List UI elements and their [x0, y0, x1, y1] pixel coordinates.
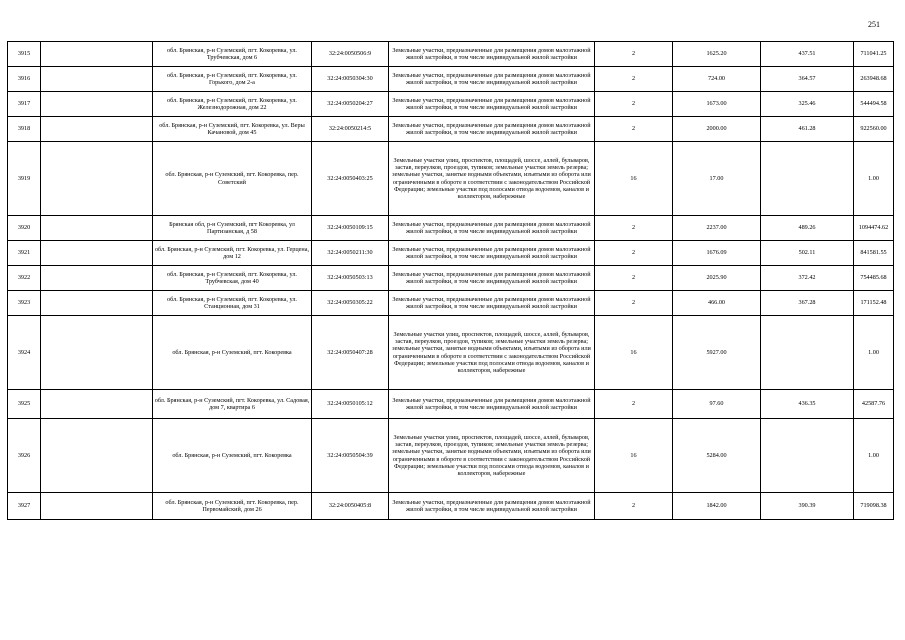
row-number: 3924 — [8, 316, 41, 390]
row-land-use: Земельные участки, предназначенные для размещения домов малоэтажной жилой застройки, в том числе индивидуальной жилой застройки — [389, 216, 595, 241]
table-row — [8, 390, 894, 419]
row-area: 724.00 — [673, 67, 761, 92]
row-cadastral-value: 263948.68 — [854, 67, 894, 92]
table-row — [8, 241, 894, 266]
row-number: 3925 — [8, 390, 41, 419]
row-group: 2 — [595, 291, 673, 316]
row-rate: 461.28 — [761, 117, 854, 142]
row-group: 2 — [595, 67, 673, 92]
table-row — [8, 117, 894, 142]
row-cadastral-value: 719098.38 — [854, 493, 894, 520]
row-number: 3920 — [8, 216, 41, 241]
row-area: 1673.00 — [673, 92, 761, 117]
column-gap — [41, 42, 153, 67]
row-land-use: Земельные участки улиц, проспектов, площадей, шоссе, аллей, бульваров, застав, переулков, проездов, тупиков; земельные участки земель резерва; земельные участки, занятые водными объектами, изъятыми из оборота или ограниченными в обороте в соответствии с законодательством Российской Федерации; земельные участки под полосами отвода водоемов, каналов и коллекторов, набережные — [389, 142, 595, 216]
column-gap — [41, 291, 153, 316]
row-land-use: Земельные участки улиц, проспектов, площадей, шоссе, аллей, бульваров, застав, переулков, проездов, тупиков; земельные участки земель резерва; земельные участки, занятые водными объектами, изъятыми из оборота или ограниченными в обороте в соответствии с законодательством Российской Федерации; земельные участки под полосами отвода водоемов, каналов и коллекторов, набережные — [389, 316, 595, 390]
row-cadastral-value: 1.00 — [854, 316, 894, 390]
row-number: 3915 — [8, 42, 41, 67]
row-address: обл. Брянская, р-н Суземский, пгт. Кокоревка, ул. Садовая, дом 7, квартира 6 — [153, 390, 312, 419]
row-cadastral-number: 32:24:0050109:15 — [312, 216, 389, 241]
row-cadastral-number: 32:24:0050214:5 — [312, 117, 389, 142]
row-cadastral-number: 32:24:0050403:25 — [312, 142, 389, 216]
row-address: обл. Брянская, р-н Суземский, пгт. Кокоревка — [153, 316, 312, 390]
row-cadastral-number: 32:24:0050305:22 — [312, 291, 389, 316]
row-land-use: Земельные участки, предназначенные для размещения домов малоэтажной жилой застройки, в том числе индивидуальной жилой застройки — [389, 266, 595, 291]
row-group: 16 — [595, 419, 673, 493]
row-rate: 364.57 — [761, 67, 854, 92]
column-gap — [41, 493, 153, 520]
column-gap — [41, 142, 153, 216]
row-area: 2000.00 — [673, 117, 761, 142]
row-area: 5927.00 — [673, 316, 761, 390]
row-land-use: Земельные участки, предназначенные для размещения домов малоэтажной жилой застройки, в том числе индивидуальной жилой застройки — [389, 241, 595, 266]
row-land-use: Земельные участки, предназначенные для размещения домов малоэтажной жилой застройки, в том числе индивидуальной жилой застройки — [389, 67, 595, 92]
row-cadastral-value: 922560.00 — [854, 117, 894, 142]
row-cadastral-number: 32:24:0050504:39 — [312, 419, 389, 493]
row-group: 2 — [595, 117, 673, 142]
row-cadastral-number: 32:24:0050211:30 — [312, 241, 389, 266]
row-group: 2 — [595, 92, 673, 117]
row-cadastral-value: 841581.55 — [854, 241, 894, 266]
table-row — [8, 42, 894, 67]
row-land-use: Земельные участки, предназначенные для размещения домов малоэтажной жилой застройки, в том числе индивидуальной жилой застройки — [389, 117, 595, 142]
table-row — [8, 493, 894, 520]
row-group: 2 — [595, 390, 673, 419]
row-cadastral-number: 32:24:0050407:28 — [312, 316, 389, 390]
table-row — [8, 316, 894, 390]
row-land-use: Земельные участки, предназначенные для размещения домов малоэтажной жилой застройки, в том числе индивидуальной жилой застройки — [389, 92, 595, 117]
row-area: 1625.20 — [673, 42, 761, 67]
column-gap — [41, 266, 153, 291]
land-registry-table — [7, 41, 894, 520]
row-rate: 325.46 — [761, 92, 854, 117]
row-address: обл. Брянская, р-н Суземский, пгт. Кокоревка, ул. Веры Качановой, дом 45 — [153, 117, 312, 142]
row-cadastral-value: 711041.25 — [854, 42, 894, 67]
table-row — [8, 92, 894, 117]
row-group: 2 — [595, 216, 673, 241]
table-row — [8, 142, 894, 216]
row-group: 2 — [595, 493, 673, 520]
row-address: обл. Брянская, р-н Суземский, пгт. Кокоревка, пер. Первомайский, дом 26 — [153, 493, 312, 520]
row-group: 2 — [595, 42, 673, 67]
column-gap — [41, 67, 153, 92]
row-number: 3922 — [8, 266, 41, 291]
row-cadastral-number: 32:24:0050105:12 — [312, 390, 389, 419]
table-row — [8, 291, 894, 316]
row-address: обл. Брянская, р-н Суземский, пгт. Кокоревка, пер. Советский — [153, 142, 312, 216]
row-cadastral-number: 32:24:0050304:30 — [312, 67, 389, 92]
row-number: 3917 — [8, 92, 41, 117]
column-gap — [41, 390, 153, 419]
row-group: 16 — [595, 316, 673, 390]
row-area: 1842.00 — [673, 493, 761, 520]
row-address: обл. Брянская, р-н Суземский, пгт. Кокоревка, ул. Трубчевская, дом 6 — [153, 42, 312, 67]
row-rate — [761, 142, 854, 216]
row-cadastral-value: 1094474.62 — [854, 216, 894, 241]
row-rate: 437.51 — [761, 42, 854, 67]
column-gap — [41, 117, 153, 142]
page-number: 251 — [868, 20, 880, 29]
row-number: 3919 — [8, 142, 41, 216]
row-rate: 367.28 — [761, 291, 854, 316]
row-address: Брянская обл, р-н Суземский, пгт Кокоревка, ул Партизанская, д 58 — [153, 216, 312, 241]
row-rate: 502.11 — [761, 241, 854, 266]
row-address: обл. Брянская, р-н Суземский, пгт. Кокоревка, ул. Герцена, дом 12 — [153, 241, 312, 266]
row-cadastral-value: 171152.48 — [854, 291, 894, 316]
table-row — [8, 67, 894, 92]
table-row — [8, 419, 894, 493]
row-number: 3916 — [8, 67, 41, 92]
column-gap — [41, 241, 153, 266]
row-rate: 489.26 — [761, 216, 854, 241]
row-cadastral-value: 42587.76 — [854, 390, 894, 419]
row-rate — [761, 419, 854, 493]
column-gap — [41, 316, 153, 390]
row-number: 3927 — [8, 493, 41, 520]
row-address: обл. Брянская, р-н Суземский, пгт. Кокоревка — [153, 419, 312, 493]
row-rate: 372.42 — [761, 266, 854, 291]
column-gap — [41, 419, 153, 493]
table-row — [8, 266, 894, 291]
row-group: 2 — [595, 266, 673, 291]
row-cadastral-value: 1.00 — [854, 142, 894, 216]
row-area: 466.00 — [673, 291, 761, 316]
row-address: обл. Брянская, р-н Суземский, пгт. Кокоревка, ул. Станционная, дом 31 — [153, 291, 312, 316]
row-cadastral-value: 544494.58 — [854, 92, 894, 117]
row-cadastral-value: 1.00 — [854, 419, 894, 493]
row-land-use: Земельные участки, предназначенные для размещения домов малоэтажной жилой застройки, в том числе индивидуальной жилой застройки — [389, 291, 595, 316]
row-area: 1676.09 — [673, 241, 761, 266]
row-cadastral-value: 754485.68 — [854, 266, 894, 291]
row-address: обл. Брянская, р-н Суземский, пгт. Кокоревка, ул. Железнодорожная, дом 22 — [153, 92, 312, 117]
row-group: 16 — [595, 142, 673, 216]
row-land-use: Земельные участки, предназначенные для размещения домов малоэтажной жилой застройки, в том числе индивидуальной жилой застройки — [389, 42, 595, 67]
row-address: обл. Брянская, р-н Суземский, пгт. Кокоревка, ул. Горького, дом 2-а — [153, 67, 312, 92]
row-area: 5284.00 — [673, 419, 761, 493]
row-land-use: Земельные участки, предназначенные для размещения домов малоэтажной жилой застройки, в том числе индивидуальной жилой застройки — [389, 493, 595, 520]
row-address: обл. Брянская, р-н Суземский, пгт. Кокоревка, ул. Трубчевская, дом 40 — [153, 266, 312, 291]
row-number: 3926 — [8, 419, 41, 493]
column-gap — [41, 216, 153, 241]
row-number: 3918 — [8, 117, 41, 142]
row-cadastral-number: 32:24:0050503:13 — [312, 266, 389, 291]
row-cadastral-number: 32:24:0050405:8 — [312, 493, 389, 520]
row-area: 97.60 — [673, 390, 761, 419]
row-cadastral-number: 32:24:0050506:9 — [312, 42, 389, 67]
row-area: 2237.00 — [673, 216, 761, 241]
row-number: 3921 — [8, 241, 41, 266]
row-rate — [761, 316, 854, 390]
column-gap — [41, 92, 153, 117]
row-rate: 436.35 — [761, 390, 854, 419]
table-row — [8, 216, 894, 241]
row-land-use: Земельные участки, предназначенные для размещения домов малоэтажной жилой застройки, в том числе индивидуальной жилой застройки — [389, 390, 595, 419]
row-rate: 390.39 — [761, 493, 854, 520]
row-group: 2 — [595, 241, 673, 266]
row-area: 2025.90 — [673, 266, 761, 291]
row-number: 3923 — [8, 291, 41, 316]
row-land-use: Земельные участки улиц, проспектов, площадей, шоссе, аллей, бульваров, застав, переулков, проездов, тупиков; земельные участки земель резерва; земельные участки, занятые водными объектами, изъятыми из оборота или ограниченными в обороте в соответствии с законодательством Российской Федерации; земельные участки под полосами отвода водоемов, каналов и коллекторов, набережные — [389, 419, 595, 493]
row-cadastral-number: 32:24:0050204:27 — [312, 92, 389, 117]
row-area: 17.00 — [673, 142, 761, 216]
